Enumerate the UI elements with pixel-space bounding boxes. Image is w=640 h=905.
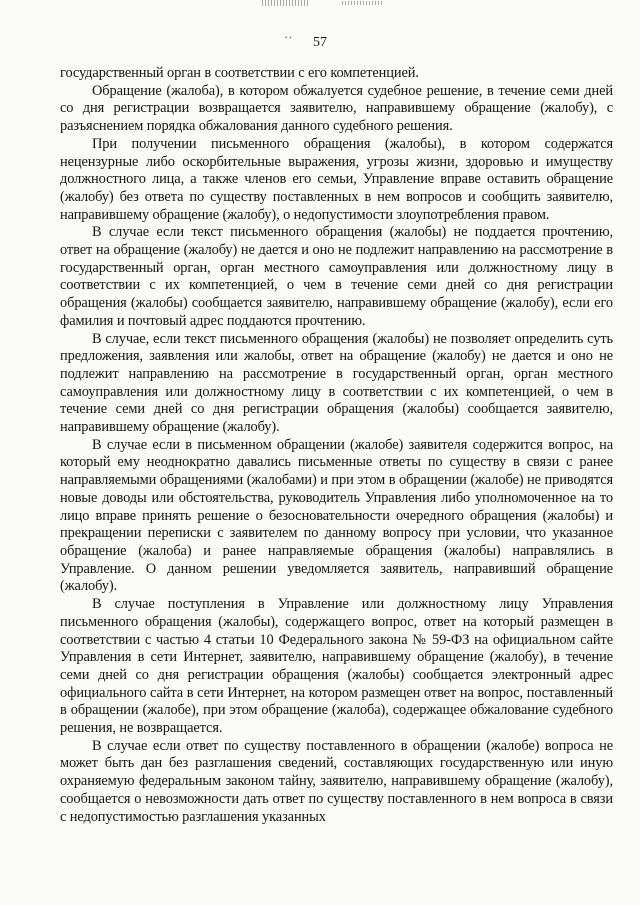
scan-artifact <box>262 0 310 6</box>
document-body <box>60 65 613 826</box>
page-number: 57 <box>313 35 327 50</box>
scan-artifact <box>342 1 382 5</box>
paragraph: В случае поступления в Управление или должностному лицу Управления письменного обращения (жалобы), содержащего вопрос, ответ на который размещен в соответствии с частью 4 статьи 10 Федерального закона № 59-ФЗ на официальном сайте Управления в сети Интернет, заявителю, направившему обращение (жалобу), в течение семи дней со дня регистрации обращения (жалобы) сообщается электронный адрес официального сайта в сети Интернет, на котором размещен ответ на вопрос, поставленный в обращении (жалобе), при этом обращение (жалоба), содержащее обжалование судебного решения, не возвращается. <box>60 596 613 737</box>
paragraph: В случае если ответ по существу поставленного в обращении (жалобе) вопроса не может быть дан без разглашения сведений, составляющих государственную или иную охраняемую федеральным законом тайну, заявителю, направившему обращение (жалобу), сообщается о невозможности дать ответ по существу поставленного в нем вопроса в связи с недопустимостью разглашения указанных <box>60 737 613 825</box>
paragraph-continued: государственный орган в соответствии с его компетенцией. <box>60 65 419 81</box>
scan-artifact: • • <box>285 34 292 42</box>
paragraph: При получении письменного обращения (жалобы), в котором содержатся нецензурные либо оскорбительные выражения, угрозы жизни, здоровью и имуществу должностного лица, а также членов его семьи, Управление вправе оставить обращение (жалобу) без ответа по существу поставленных в нем вопросов и сообщить заявителю, направившему обращение (жалобу), о недопустимости злоупотребления правом. <box>60 135 613 223</box>
paragraph: В случае если в письменном обращении (жалобе) заявителя содержится вопрос, на который ему неоднократно давались письменные ответы по существу в связи с ранее направляемыми обращениями (жалобами) и при этом в обращении (жалобе) не приводятся новые доводы или обстоятельства, руководитель Управления либо уполномоченное на то лицо вправе принять решение о безосновательности очередного обращения (жалобы) и прекращении переписки с заявителем по данному вопросу при условии, что указанное обращение (жалоба) и ранее направляемые обращения (жалобы) направлялись в Управление. О данном решении уведомляется заявитель, направивший обращение (жалобу). <box>60 436 613 595</box>
paragraph: Обращение (жалоба), в котором обжалуется судебное решение, в течение семи дней со дня регистрации возвращается заявителю, направившему обращение (жалобу), с разъяснением порядка обжалования данного судебного решения. <box>60 82 613 135</box>
paragraph: В случае, если текст письменного обращения (жалобы) не позволяет определить суть предложения, заявления или жалобы, ответ на обращение (жалобу) не дается и оно не подлежит направлению на рассмотрение в государственный орган, орган местного самоуправления или должностному лицу в соответствии с их компетенцией, о чем в течение семи дней со дня регистрации обращения (жалобы) сообщается заявителю, направившему обращение (жалобу). <box>60 330 613 436</box>
paragraph: В случае если текст письменного обращения (жалобы) не поддается прочтению, ответ на обращение (жалобу) не дается и оно не подлежит направлению на рассмотрение в государственный орган, орган местного самоуправления или должностному лицу в соответствии с их компетенцией, о чем в течение семи дней со дня регистрации обращения (жалобы) сообщается заявителю, направившему обращение (жалобу), если его фамилия и почтовый адрес поддаются прочтению. <box>60 224 613 329</box>
